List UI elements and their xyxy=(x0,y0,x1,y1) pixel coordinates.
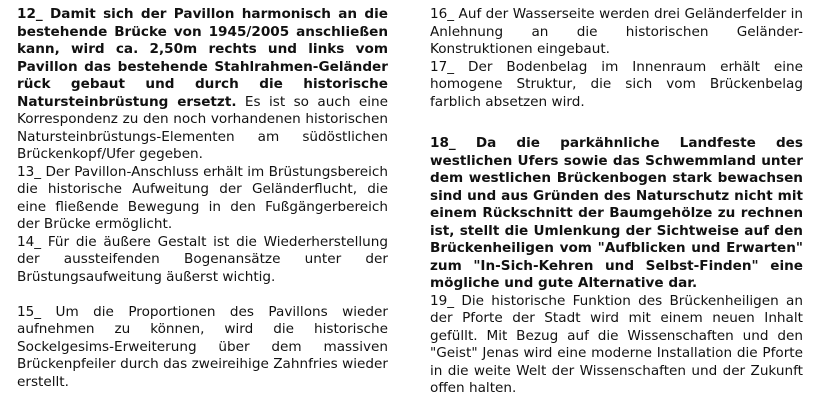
paragraph-16: 16_ Auf der Wasserseite werden drei Geländerfelder in Anlehnung an die historischen Geländer-Konstruktionen eingebaut. xyxy=(430,6,803,57)
paragraph-17: 17_ Der Bodenbelag im Innenraum erhält eine homogene Struktur, die sich vom Brückenbelag farblich absetzen wird. xyxy=(430,58,803,110)
paragraph-19: 19_ Die historische Funktion des Brückenheiligen an der Pforte der Stadt wird mit einem neuen Inhalt gefüllt. Mit Bezug auf die Wissenschaften und den "Geist" Jenas wird eine moderne Installation die Pforte in die weite Welt der Wissenschaften und der Zukunft offen halten. xyxy=(430,292,803,396)
left-column xyxy=(17,6,388,391)
paragraph-12 xyxy=(17,6,388,164)
paragraph-15: 15_ Um die Proportionen des Pavillons wieder aufnehmen zu können, wird die historische Sockelgesims-Erweiterung über dem massiven Brückenpfeiler durch das zweireihige Zahnfries wieder erstellt. xyxy=(17,303,388,390)
paragraph-12-bold: 12_ Damit sich der Pavillon harmonisch an die bestehende Brücke von 1945/2005 anschließen kann, wird ca. 2,50m rechts und links vom Pavillon das bestehende Stahlrahmen-Geländer rück gebaut und durch die historische Natursteinbrüstung ersetzt. xyxy=(17,6,388,110)
paragraph-spacer xyxy=(17,286,388,304)
paragraph-18 xyxy=(430,135,803,293)
paragraph-spacer xyxy=(430,111,803,135)
paragraph-13: 13_ Der Pavillon-Anschluss erhält im Brüstungsbereich die historische Aufweitung der Geländerflucht, die eine fließende Bewegung in den Fußgängerbereich der Brücke ermöglicht. xyxy=(17,163,388,232)
paragraph-12-text: Es ist so auch eine Korrespondenz zu den noch vorhandenen historischen Natursteinbrüstungs-Elementen am südöstlichen Brückenkopf/Ufer gegeben. xyxy=(17,93,388,162)
paragraph-18-bold: 18_ Da die parkähnliche Landfeste des westlichen Ufers sowie das Schwemmland unter dem westlichen Brückenbogen stark bewachsen sind und aus Gründen des Naturschutz nicht mit einem Rückschnitt der Baumgehölze zu rechnen ist, stellt die Umlenkung der Sichtweise auf den Brückenheiligen vom "Aufblicken und Erwarten" zum "In-Sich-Kehren und Selbst-Finden" eine mögliche und gute Alternative dar. xyxy=(430,135,803,291)
paragraph-14: 14_ Für die äußere Gestalt ist die Wiederherstellung der aussteifenden Bogenansätze unter der Brüstungsaufweitung äußerst wichtig. xyxy=(17,233,388,285)
right-column xyxy=(430,6,803,398)
